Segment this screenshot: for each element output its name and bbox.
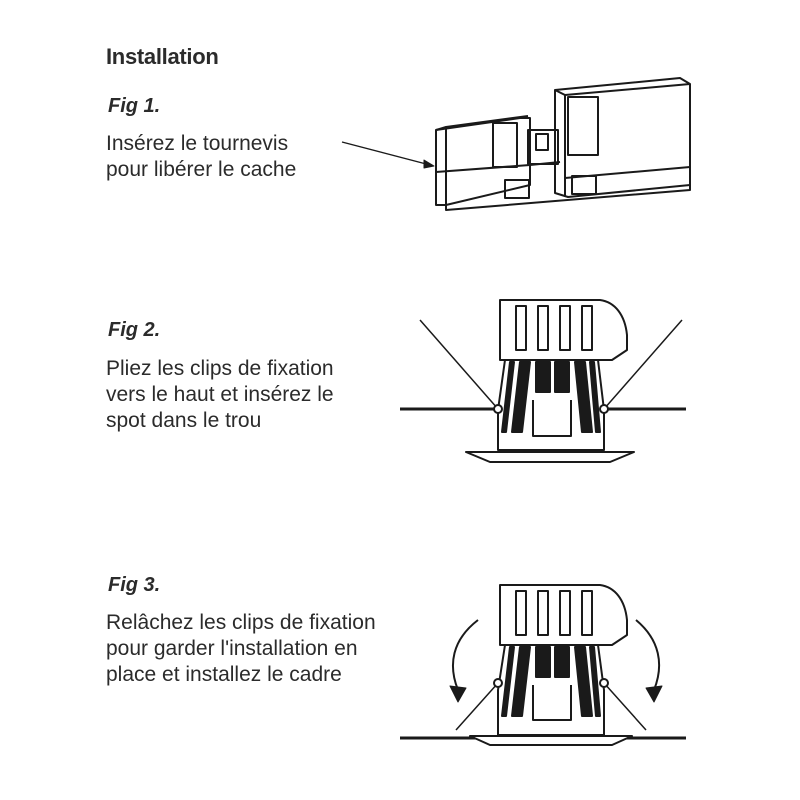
fig1-instruction: Insérez le tournevis pour libérer le cache xyxy=(106,132,297,181)
fig2-label: Fig 2. xyxy=(108,319,161,341)
fig2-instruction: Pliez les clips de fixation vers le haut et insérez le spot dans le trou xyxy=(106,357,334,432)
fig1-label: Fig 1. xyxy=(108,95,161,117)
fig3-label: Fig 3. xyxy=(108,574,161,596)
fig3-instruction: Relâchez les clips de fixation pour garder l'installation en place et installez le cadre xyxy=(106,611,376,686)
page-title: Installation xyxy=(106,44,219,69)
